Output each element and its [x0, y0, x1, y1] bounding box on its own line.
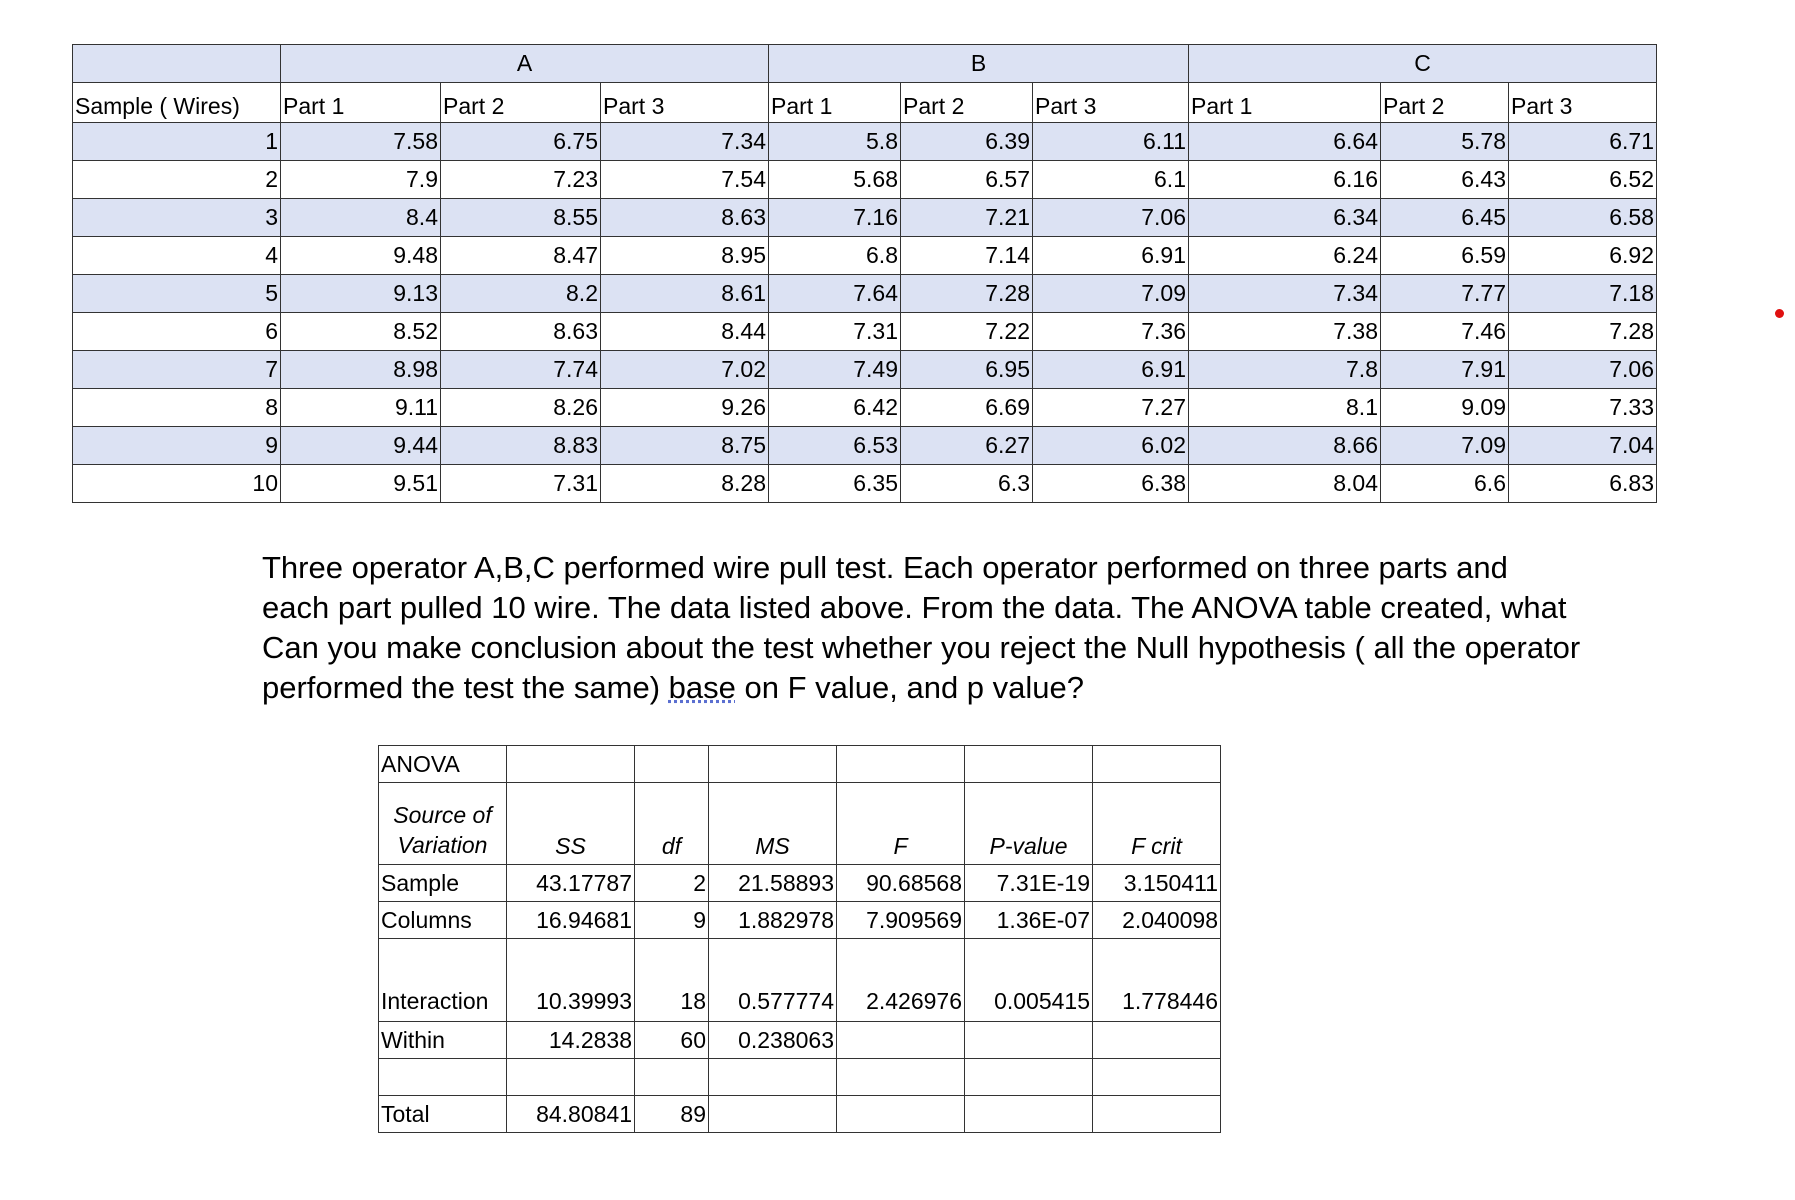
ss-cell: 10.39993 — [507, 939, 635, 1022]
measurement-cell: 6.57 — [901, 161, 1033, 199]
question-text-end: on F value, and p value? — [735, 670, 1085, 705]
measurement-cell: 9.26 — [601, 389, 769, 427]
part-label: Part 3 — [1509, 83, 1657, 123]
f-cell: 90.68568 — [837, 865, 965, 902]
measurement-cell: 8.61 — [601, 275, 769, 313]
p-value-header: P-value — [965, 783, 1093, 865]
ss-cell: 16.94681 — [507, 902, 635, 939]
measurement-cell: 6.58 — [1509, 199, 1657, 237]
part-header-row — [73, 83, 1657, 123]
anova-row-total — [379, 1096, 1221, 1133]
source-label-cell: Within — [379, 1022, 507, 1059]
table-row — [73, 465, 1657, 503]
f-cell — [837, 1022, 965, 1059]
measurement-cell: 6.75 — [441, 123, 601, 161]
measurement-cell: 6.92 — [1509, 237, 1657, 275]
f-crit-header: F crit — [1093, 783, 1221, 865]
measurement-cell: 6.1 — [1033, 161, 1189, 199]
measurement-cell: 6.24 — [1189, 237, 1381, 275]
spellcheck-underlined-word: base — [668, 670, 736, 705]
part-label: Part 1 — [281, 83, 441, 123]
measurement-cell: 6.16 — [1189, 161, 1381, 199]
f-header: F — [837, 783, 965, 865]
sample-number-cell: 9 — [73, 427, 281, 465]
measurement-cell: 7.09 — [1033, 275, 1189, 313]
measurement-cell: 8.4 — [281, 199, 441, 237]
empty-cell — [965, 1059, 1093, 1096]
measurement-cell: 8.2 — [441, 275, 601, 313]
question-text-start: Three operator A,B,C performed wire pull test. Each operator performed on three parts and each part pulled 10 wire. The data listed above. From the data. The ANOVA table created, what Can you make conclusion about the test whether you reject the Null hypothesis ( all the operator performed the test the same) — [262, 550, 1581, 705]
f-crit-cell — [1093, 1096, 1221, 1133]
empty-cell — [709, 1059, 837, 1096]
ms-cell: 1.882978 — [709, 902, 837, 939]
red-dot-marker — [1775, 309, 1784, 318]
sample-number-cell: 7 — [73, 351, 281, 389]
wire-pull-data-table — [72, 44, 1657, 503]
f-crit-cell — [1093, 1022, 1221, 1059]
measurement-cell: 6.45 — [1381, 199, 1509, 237]
sample-header: Sample ( Wires) — [73, 83, 281, 123]
measurement-cell: 7.46 — [1381, 313, 1509, 351]
measurement-cell: 7.02 — [601, 351, 769, 389]
sample-number-cell: 10 — [73, 465, 281, 503]
measurement-cell: 8.75 — [601, 427, 769, 465]
source-label-cell: Sample — [379, 865, 507, 902]
empty-cell — [507, 1059, 635, 1096]
measurement-cell: 6.02 — [1033, 427, 1189, 465]
measurement-cell: 8.63 — [441, 313, 601, 351]
measurement-cell: 7.14 — [901, 237, 1033, 275]
empty-cell — [1093, 746, 1221, 783]
measurement-cell: 7.74 — [441, 351, 601, 389]
ms-cell: 0.238063 — [709, 1022, 837, 1059]
measurement-cell: 5.8 — [769, 123, 901, 161]
anova-row-within — [379, 1022, 1221, 1059]
ms-cell: 21.58893 — [709, 865, 837, 902]
measurement-cell: 7.16 — [769, 199, 901, 237]
empty-cell — [635, 1059, 709, 1096]
f-cell: 2.426976 — [837, 939, 965, 1022]
measurement-cell: 9.44 — [281, 427, 441, 465]
measurement-cell: 7.38 — [1189, 313, 1381, 351]
sample-number-cell: 1 — [73, 123, 281, 161]
measurement-cell: 8.04 — [1189, 465, 1381, 503]
measurement-cell: 6.59 — [1381, 237, 1509, 275]
measurement-cell: 7.58 — [281, 123, 441, 161]
measurement-cell: 6.35 — [769, 465, 901, 503]
f-crit-cell: 2.040098 — [1093, 902, 1221, 939]
measurement-cell: 6.38 — [1033, 465, 1189, 503]
operator-c-header: C — [1189, 45, 1657, 83]
source-label-cell: Columns — [379, 902, 507, 939]
ms-cell — [709, 1096, 837, 1133]
sample-number-cell: 6 — [73, 313, 281, 351]
sample-number-cell: 4 — [73, 237, 281, 275]
measurement-cell: 7.28 — [1509, 313, 1657, 351]
source-of-variation-header — [379, 783, 507, 865]
anova-header-row — [379, 783, 1221, 865]
empty-cell — [507, 746, 635, 783]
empty-cell — [379, 1059, 507, 1096]
source-header-line1: Source of — [393, 802, 492, 828]
measurement-cell: 8.47 — [441, 237, 601, 275]
measurement-cell: 7.31 — [769, 313, 901, 351]
empty-cell — [837, 1059, 965, 1096]
anova-row-sample — [379, 865, 1221, 902]
ms-header: MS — [709, 783, 837, 865]
p-value-cell: 1.36E-07 — [965, 902, 1093, 939]
ss-cell: 84.80841 — [507, 1096, 635, 1133]
df-cell: 2 — [635, 865, 709, 902]
question-text — [262, 548, 1582, 708]
measurement-cell: 7.06 — [1033, 199, 1189, 237]
f-cell: 7.909569 — [837, 902, 965, 939]
measurement-cell: 6.69 — [901, 389, 1033, 427]
measurement-cell: 7.04 — [1509, 427, 1657, 465]
operator-header-row — [73, 45, 1657, 83]
measurement-cell: 6.11 — [1033, 123, 1189, 161]
p-value-cell: 7.31E-19 — [965, 865, 1093, 902]
measurement-cell: 8.26 — [441, 389, 601, 427]
anova-title: ANOVA — [379, 746, 507, 783]
part-label: Part 1 — [1189, 83, 1381, 123]
part-label: Part 2 — [1381, 83, 1509, 123]
measurement-cell: 6.27 — [901, 427, 1033, 465]
measurement-cell: 8.28 — [601, 465, 769, 503]
df-cell: 89 — [635, 1096, 709, 1133]
sample-number-cell: 2 — [73, 161, 281, 199]
measurement-cell: 7.22 — [901, 313, 1033, 351]
measurement-cell: 9.13 — [281, 275, 441, 313]
measurement-cell: 7.06 — [1509, 351, 1657, 389]
measurement-cell: 8.63 — [601, 199, 769, 237]
data-rows — [73, 123, 1657, 503]
operator-b-header: B — [769, 45, 1189, 83]
measurement-cell: 5.68 — [769, 161, 901, 199]
measurement-cell: 6.64 — [1189, 123, 1381, 161]
measurement-cell: 7.91 — [1381, 351, 1509, 389]
empty-cell — [709, 746, 837, 783]
measurement-cell: 8.55 — [441, 199, 601, 237]
table-row — [73, 313, 1657, 351]
measurement-cell: 7.09 — [1381, 427, 1509, 465]
f-crit-cell: 3.150411 — [1093, 865, 1221, 902]
measurement-cell: 7.21 — [901, 199, 1033, 237]
operator-a-header: A — [281, 45, 769, 83]
empty-cell — [837, 746, 965, 783]
measurement-cell: 6.3 — [901, 465, 1033, 503]
measurement-cell: 7.23 — [441, 161, 601, 199]
table-row — [73, 237, 1657, 275]
sample-number-cell: 8 — [73, 389, 281, 427]
ms-cell: 0.577774 — [709, 939, 837, 1022]
table-row — [73, 351, 1657, 389]
measurement-cell: 7.28 — [901, 275, 1033, 313]
measurement-cell: 9.09 — [1381, 389, 1509, 427]
part-label: Part 3 — [601, 83, 769, 123]
measurement-cell: 7.77 — [1381, 275, 1509, 313]
blank-cell — [73, 45, 281, 83]
measurement-cell: 5.78 — [1381, 123, 1509, 161]
measurement-cell: 6.8 — [769, 237, 901, 275]
part-label: Part 2 — [441, 83, 601, 123]
measurement-cell: 6.6 — [1381, 465, 1509, 503]
measurement-cell: 7.34 — [601, 123, 769, 161]
p-value-cell: 0.005415 — [965, 939, 1093, 1022]
f-cell — [837, 1096, 965, 1133]
p-value-cell — [965, 1022, 1093, 1059]
part-label: Part 3 — [1033, 83, 1189, 123]
measurement-cell: 6.52 — [1509, 161, 1657, 199]
measurement-cell: 7.33 — [1509, 389, 1657, 427]
measurement-cell: 6.91 — [1033, 351, 1189, 389]
f-crit-cell: 1.778446 — [1093, 939, 1221, 1022]
df-header: df — [635, 783, 709, 865]
empty-cell — [635, 746, 709, 783]
measurement-cell: 8.52 — [281, 313, 441, 351]
measurement-cell: 8.1 — [1189, 389, 1381, 427]
df-cell: 60 — [635, 1022, 709, 1059]
measurement-cell: 7.18 — [1509, 275, 1657, 313]
table-row — [73, 427, 1657, 465]
measurement-cell: 6.42 — [769, 389, 901, 427]
df-cell: 18 — [635, 939, 709, 1022]
sample-number-cell: 5 — [73, 275, 281, 313]
table-row — [73, 275, 1657, 313]
anova-blank-row — [379, 1059, 1221, 1096]
measurement-cell: 7.54 — [601, 161, 769, 199]
measurement-cell: 7.8 — [1189, 351, 1381, 389]
source-header-line2: Variation — [397, 832, 488, 858]
measurement-cell: 9.51 — [281, 465, 441, 503]
measurement-cell: 7.36 — [1033, 313, 1189, 351]
measurement-cell: 8.44 — [601, 313, 769, 351]
sample-number-cell: 3 — [73, 199, 281, 237]
measurement-cell: 8.95 — [601, 237, 769, 275]
measurement-cell: 7.27 — [1033, 389, 1189, 427]
table-row — [73, 161, 1657, 199]
anova-row-interaction — [379, 939, 1221, 1022]
measurement-cell: 6.83 — [1509, 465, 1657, 503]
source-label-cell: Interaction — [379, 939, 507, 1022]
measurement-cell: 6.39 — [901, 123, 1033, 161]
empty-cell — [965, 746, 1093, 783]
measurement-cell: 8.98 — [281, 351, 441, 389]
measurement-cell: 7.9 — [281, 161, 441, 199]
table-row — [73, 123, 1657, 161]
table-row — [73, 389, 1657, 427]
empty-cell — [1093, 1059, 1221, 1096]
measurement-cell: 6.43 — [1381, 161, 1509, 199]
part-label: Part 1 — [769, 83, 901, 123]
measurement-cell: 6.34 — [1189, 199, 1381, 237]
table-row — [73, 199, 1657, 237]
anova-title-row — [379, 746, 1221, 783]
ss-cell: 14.2838 — [507, 1022, 635, 1059]
anova-row-columns — [379, 902, 1221, 939]
measurement-cell: 6.95 — [901, 351, 1033, 389]
df-cell: 9 — [635, 902, 709, 939]
measurement-cell: 6.53 — [769, 427, 901, 465]
anova-table — [378, 745, 1221, 1133]
source-label-cell: Total — [379, 1096, 507, 1133]
p-value-cell — [965, 1096, 1093, 1133]
measurement-cell: 7.34 — [1189, 275, 1381, 313]
measurement-cell: 7.64 — [769, 275, 901, 313]
measurement-cell: 6.71 — [1509, 123, 1657, 161]
measurement-cell: 7.49 — [769, 351, 901, 389]
measurement-cell: 8.66 — [1189, 427, 1381, 465]
part-label: Part 2 — [901, 83, 1033, 123]
measurement-cell: 8.83 — [441, 427, 601, 465]
measurement-cell: 9.48 — [281, 237, 441, 275]
ss-header: SS — [507, 783, 635, 865]
measurement-cell: 9.11 — [281, 389, 441, 427]
measurement-cell: 7.31 — [441, 465, 601, 503]
measurement-cell: 6.91 — [1033, 237, 1189, 275]
ss-cell: 43.17787 — [507, 865, 635, 902]
